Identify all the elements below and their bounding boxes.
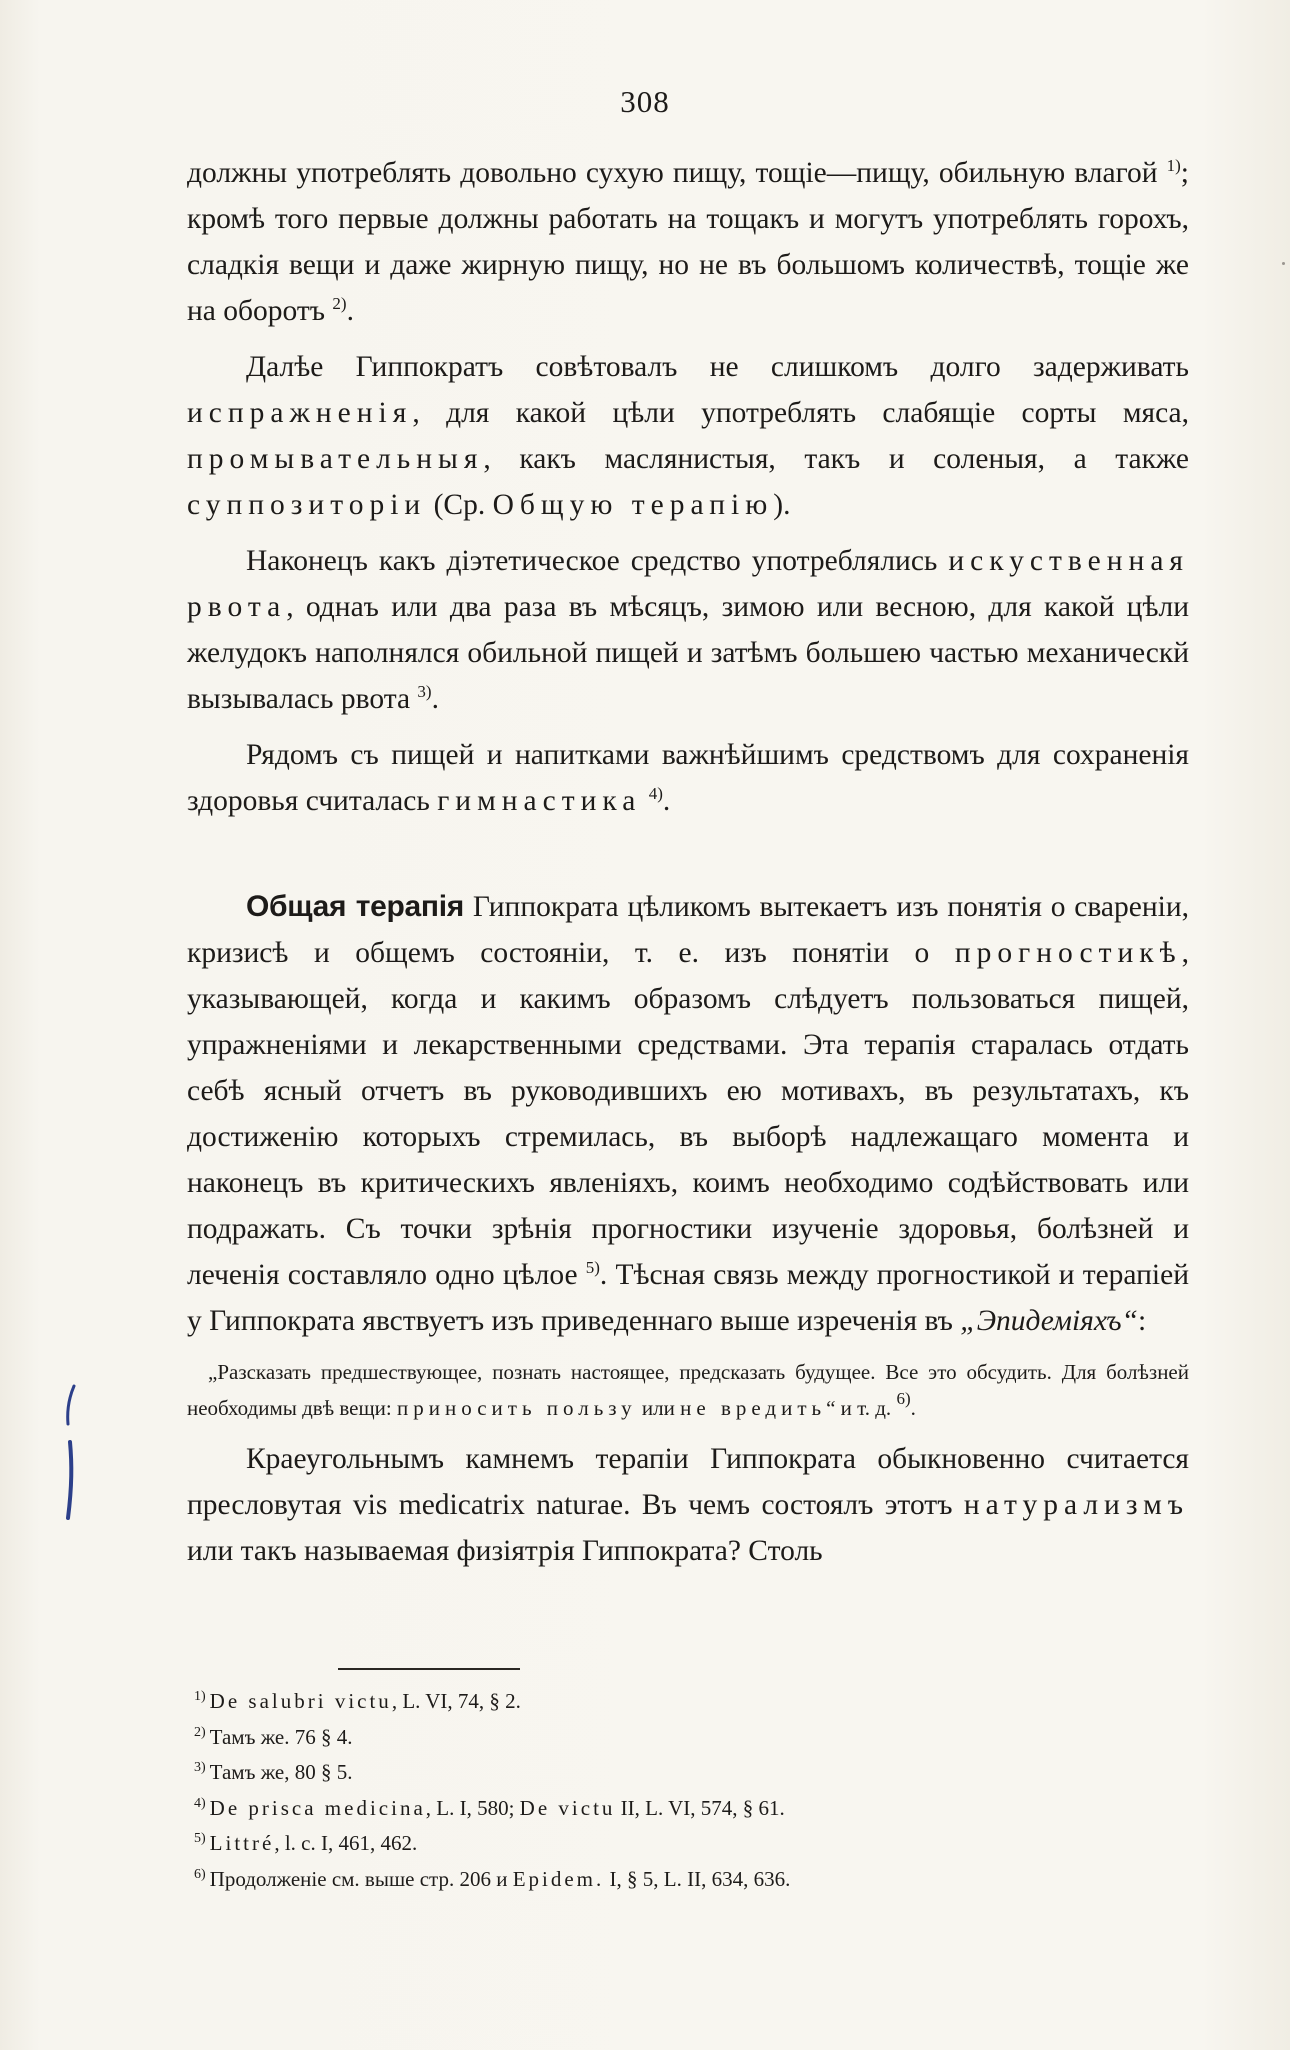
text-run: : (1137, 1305, 1147, 1337)
footnote-number: 2) (194, 1724, 206, 1740)
text-run: II, L. VI, 574, § 61. (615, 1795, 785, 1820)
footnote-number: 6) (194, 1866, 206, 1882)
footnote-6 (194, 1862, 1194, 1898)
spaced-emphasis: прогностикѣ (954, 937, 1182, 969)
spaced-emphasis: суппозиторіи (187, 489, 427, 521)
paragraph-gymnastics (187, 732, 1189, 824)
footnote-marker: 4) (648, 784, 663, 803)
text-run: , указывающей, когда и какимъ образомъ слѣдуетъ пользоваться пищей, упражненіями и лекарственными средствами. Эта терапія старалась отдать себѣ ясный отчетъ въ руководившихъ ею мотивахъ, въ результатахъ, къ достиженію которыхъ стремилась, въ выборѣ надлежащаго момента и наконецъ въ критическихъ явленіяхъ, коимъ необходимо содѣйствовать или подражать. Съ точки зрѣнія прогностики изученіе здоровья, болѣзней и леченія составляло одно цѣлое (187, 937, 1189, 1291)
text-run: . (346, 295, 354, 327)
text-run: Гиппократа цѣликомъ вытекаетъ изъ понятія о свареніи, кризисѣ и общемъ состояніи, т. е. изъ понятіи о (187, 891, 1190, 969)
spaced-emphasis: De prisca medicina (209, 1795, 426, 1820)
text-run: . (910, 1396, 916, 1420)
footnote-number: 1) (194, 1689, 206, 1704)
footnote-number: 4) (194, 1795, 206, 1811)
text-run: „Разсказать предшествующее, познать настоящее, предсказать будущее. Все это обсудить. Для болѣзней необходимы двѣ вещи: (187, 1360, 1189, 1420)
text-run: ). (773, 489, 791, 521)
text-run: , для какой цѣли употреблять слабящіе сорты мяса, (412, 397, 1189, 429)
text-run: , L. I, 580; (425, 1795, 520, 1820)
footnote-marker: 3) (417, 682, 432, 701)
spaced-emphasis: натурализмъ (963, 1489, 1189, 1521)
pencil-margin-mark (50, 1380, 90, 1530)
footnote-marker: 1) (1166, 156, 1181, 175)
paragraph-diet-continuation (187, 150, 1189, 334)
text-run: . (662, 785, 671, 817)
paragraph-evacuations (187, 344, 1189, 528)
text-run: “ и т. д. (826, 1396, 897, 1420)
text-run: , l. c. I, 461, 462. (274, 1831, 418, 1855)
spaced-emphasis: гимнастика (437, 785, 642, 817)
spaced-emphasis: De victu (519, 1795, 616, 1820)
spaced-emphasis: испражненія (187, 397, 413, 429)
text-run: или такъ называемая физіятрія Гиппократа? Столь (187, 1535, 823, 1567)
text-run: . (431, 683, 439, 715)
footnote-number: 3) (194, 1760, 206, 1775)
text-run (641, 785, 648, 817)
spaced-emphasis: не вредить (680, 1396, 827, 1420)
footnote-rule (338, 1668, 520, 1670)
footnote-marker: 6) (896, 1389, 911, 1408)
spaced-emphasis: Epidem. (512, 1866, 605, 1891)
footnote-1 (194, 1684, 1194, 1720)
page-number: 308 (620, 84, 670, 119)
spaced-emphasis: Общую терапію (492, 489, 774, 521)
text-run: , L. VI, 74, § 2. (391, 1689, 521, 1713)
text-run: , однаъ или два раза въ мѣсяцъ, зимою или весною, для какой цѣли желудокъ наполнялся обильной пищей и затѣмъ большею частью механическй вызывалась рвота (187, 591, 1189, 715)
quotation-epidemics (187, 1354, 1189, 1426)
text-run: Тамъ же, 80 § 5. (209, 1760, 353, 1784)
footnote-2 (194, 1720, 1194, 1756)
footnote-marker: 2) (332, 294, 347, 313)
text-run: Продолженіе см. выше стр. 206 и (209, 1866, 513, 1891)
text-run: Рядомъ съ пищей и напитками важнѣйшимъ средствомъ для сохраненія здоровья считалась (187, 739, 1189, 817)
text-run: (Ср. (426, 489, 493, 521)
spaced-emphasis: De salubri victu (209, 1689, 392, 1713)
spaced-emphasis: Littré (209, 1831, 275, 1855)
spaced-emphasis: приносить пользу (396, 1396, 637, 1420)
text-run: Далѣе Гиппократъ совѣтовалъ не слишкомъ долго задерживать (246, 351, 1189, 383)
text-run: Тамъ же. 76 § 4. (209, 1724, 353, 1749)
spaced-emphasis: искуственная рвота (187, 545, 1189, 623)
footnotes (194, 1684, 1194, 1897)
spaced-emphasis: промывательныя (187, 443, 484, 475)
footnote-marker: 5) (585, 1258, 600, 1277)
main-text (187, 150, 1189, 1574)
footnote-3 (194, 1755, 1194, 1791)
text-run: , какъ маслянистыя, такъ и соленыя, а также (483, 443, 1189, 475)
paper-speck (1282, 262, 1285, 265)
text-run: должны употреблять довольно сухую пищу, тощіе—пищу, обильную влагой (187, 157, 1167, 189)
text-run: Наконецъ какъ діэтетическое средство употреблялись (246, 545, 949, 577)
text-run: Краеугольнымъ камнемъ терапіи Гиппократа обыкновенно считается пресловутая vis medicatrix naturae. Въ чемъ состоялъ этотъ (187, 1443, 1189, 1521)
text-run: I, § 5, L. II, 634, 636. (604, 1866, 791, 1891)
text-run: . Тѣсная связь между прогностикой и терапіей у Гиппократа явствуетъ изъ приведеннаго выше изреченія въ (187, 1259, 1190, 1337)
paragraph-vis-medicatrix (187, 1436, 1189, 1574)
section-heading: Общая терапія (246, 890, 464, 923)
paragraph-general-therapy (187, 884, 1189, 1344)
text-run: или (636, 1396, 681, 1420)
footnote-number: 5) (194, 1831, 206, 1846)
footnote-4 (194, 1791, 1194, 1827)
text-run: ; кромѣ того первые должны работать на тощакъ и могутъ употреблять горохъ, сладкія вещи и даже жирную пищу, но не въ большомъ количествѣ, тощіе же на оборотъ (187, 157, 1189, 327)
footnote-5 (194, 1826, 1194, 1862)
italic-text: „Эпидеміяхъ“ (960, 1305, 1138, 1337)
paragraph-vomiting (187, 538, 1189, 722)
